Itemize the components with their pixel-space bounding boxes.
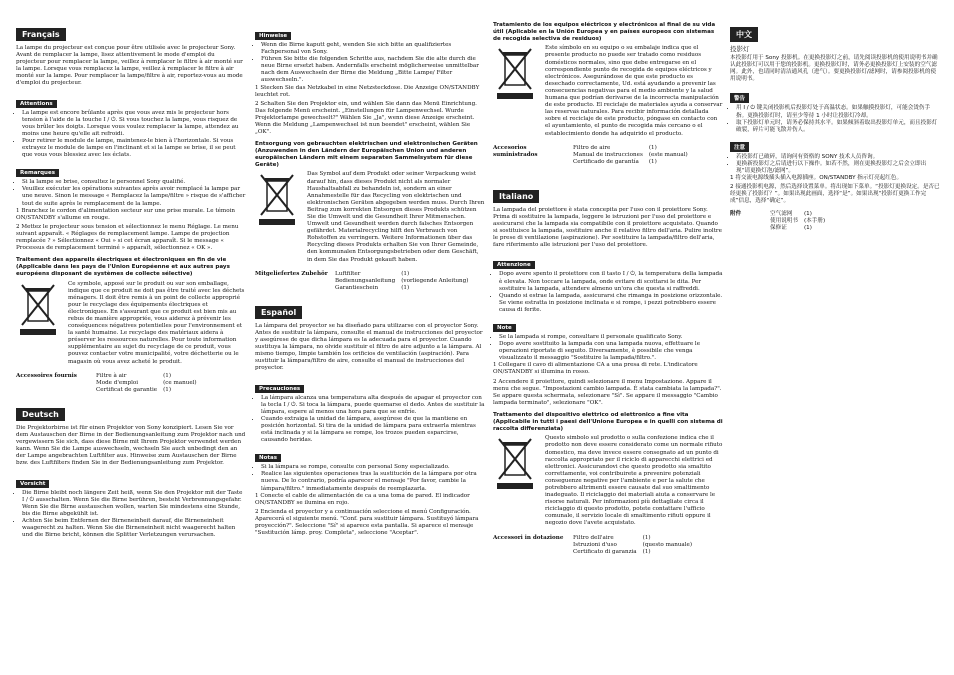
accessory-qty: (1): [163, 372, 172, 379]
list-item: • Si la lámpara se rompe, consulte con personal Sony especializado.: [261, 464, 485, 471]
accessory-qty: (1): [642, 548, 651, 555]
accessories-label: 附件: [730, 210, 742, 217]
intro-zh: 本投影灯用于 Sony 投影机。在更换投影灯之前，请先阅读投影机的使用说明书并确认此投影灯可以用于您的投影机。更换投影灯时，请务必更换投影灯上安装的空气滤网。此外，也请同时清洁通风孔（进气）。要更换投影灯/滤网时，请参阅投影机的使用说明书。: [730, 55, 938, 83]
accessory-name: Filtre à air: [96, 372, 127, 379]
weee-text-it: Questo simbolo sul prodotto o sulla confezione indica che il prodotto non deve essere considerato come un normale rifiuto domestico, ma deve invece essere consegnato ad un punto di raccolta appropriato per il riciclo di apparecchi elettrici ed elettronici. Assicurandovi che questo prodotto sia smaltito correttamente, voi contribuirete a prevenire potenziali conseguenze negative per l'ambiente e per la salute che potrebbero altrimenti essere causate dal suo smaltimento inadeguato. Il riciclaggio dei materiali aiuta a conservare le risorse naturali. Per informazioni più dettagliate circa il riciclaggio di questo prodotto, potete contattare l'ufficio comunale, il servizio locale di smaltimento rifiuti oppure il negozio dove l'avete acquistato.: [545, 435, 723, 527]
step: 1 Conecte el cable de alimentación de ca a una toma de pared. El indicador ON/STANDBY se ilumina en rojo.: [255, 492, 470, 506]
note-list: [493, 334, 723, 362]
accessories-table: [335, 271, 474, 292]
section-title-attenzione: Attenzione: [493, 261, 535, 269]
section-title-attentions: Attentions: [16, 100, 57, 108]
crossed-bin-icon: [255, 171, 299, 227]
accessory-qty: (1): [803, 224, 812, 231]
precauciones-list: [255, 395, 485, 445]
accessories-table: [573, 145, 694, 166]
weee-block-it: [493, 435, 723, 529]
weee-title-es: Tratamiento de los equipos eléctricos y electrónicos al final de su vida útil (Aplicable en la Unión Europea y en países europeos con sistemas de recogida selectiva de residuos): [493, 22, 716, 42]
accessory-name: 空气滤网: [770, 210, 793, 217]
accessory-name: 保修证: [770, 224, 787, 231]
step: 2 Mettez le projecteur sous tension et sélectionnez le menu Réglage. Le menu suivant apparaît. « Réglages de remplacement lampe. Lampe de projection remplacée ? » Sélectionnez « Oui » si cet écran apparaît. Si le message « Processus de remplacement terminé » apparaît, sélectionnez « OK ».: [16, 223, 239, 252]
warning-list-zh: [730, 105, 940, 133]
notas-list: [255, 464, 485, 492]
heading-zh: 投影灯: [730, 45, 750, 53]
accessory-name: Bedienungsanleitung: [335, 277, 396, 284]
intro-es: La lámpara del proyector se ha diseñado para utilizarse con el proyector Sony. Antes de sustituir la lámpara, consulte el manual de instrucciones del proyector y asegúrese de que dicha lámpara es la adecuada para el proyector. Cuando sustituya la lámpara, no olvide sustituir el filtro de aire adjunto a la lámpara. Al mismo tiempo, limpie también los orificios de ventilación (aspiración). Para sustituir la lámpara/filtro de aire, consulte el manual de instrucciones del proyector.: [255, 322, 483, 372]
accessories-label: Accesorios suministrados: [493, 144, 538, 158]
accessory-qty: (questo manuale): [642, 541, 693, 548]
accessory-qty: (1): [642, 534, 651, 541]
accessory-name: Manual de instrucciones: [573, 151, 643, 158]
weee-title-de: Entsorgung von gebrauchten elektrischen und elektronischen Geräten (Anzuwenden in den Ländern der Europäischen Union und anderen europäischen Ländern mit einem separaten Sammelsystem für diese Geräte): [255, 141, 478, 168]
step: 1 Collegare il cavo di alimentazione CA a una presa di rete. L'indicatore ON/STANDBY si illumina in rosso.: [493, 362, 698, 376]
list-item: • Si la lampe se brise, consultez le personnel Sony qualifié.: [22, 179, 246, 186]
lang-header-es: Español: [255, 306, 302, 319]
weee-text-fr: Ce symbole, apposé sur le produit ou sur son emballage, indique que ce produit ne doit pas être traité avec les déchets ménagers. Il doit être remis à un point de collecte approprié pour le recyclage des équipements électriques et électroniques. En s'assurant que ce produit est bien mis au rebus de manière appropriée, vous aiderez à prévenir les conséquences négatives potentielles pour l'environnement et la santé humaine. Le recyclage des matériaux aidera à préserver les ressources naturelles. Pour toute information supplémentaire au sujet du recyclage de ce produit, vous pouvez contacter votre municipalité, votre déchetterie ou le magasin où vous avez acheté le produit.: [68, 280, 245, 365]
lang-header-fr: Français: [16, 28, 66, 41]
step: 2 接通投影机电源，然后选择设置菜单。将出现如下菜单。“投影灯更换设定。是否已经更换了投影灯？”。如果出现此画面，选择“是”。如果出现“投影灯更换工作完成”信息，选择“确定”。: [730, 184, 940, 205]
accessory-qty: (1): [648, 144, 657, 151]
accessories-label: Accessoires fournis: [16, 372, 77, 379]
weee-text-es: Este símbolo en su equipo o su embalaje indica que el presente producto no puede ser tratado como residuos domésticos normales, sino que debe entregarse en el correspondiente punto de recogida de equipos eléctricos y electrónicos. Asegurándose de que este producto es desechado correctamente, Ud. está ayudando a prevenir las consecuencias negativas para el medio ambiente y la salud humana que podrían derivarse de la incorrecta manipulación de este producto. El reciclaje de materiales ayuda a conservar las reservas naturales. Para recibir información detallada sobre el reciclaje de este producto, póngase en contacto con el ayuntamiento, el punto de recogida más cercano o el establecimiento donde ha adquirido el producto.: [545, 45, 723, 137]
step: 2 Schalten Sie den Projektor ein, und wählen Sie dann das Menü Einrichtung. Das folgende Menü erscheint. „Einstellungen für Lampenwechsel. Wurde Projektorlampe gewechselt?" Wählen Sie „Ja", wenn diese Anzeige erscheint. Wenn die Meldung „Lampenwechsel ist nun beendet" erscheint, wählen Sie „OK".: [255, 100, 477, 136]
list-item: • Achten Sie beim Entfernen der Birneneinheit darauf, die Birneneinheit waagerecht zu halten. Wenn Sie die Birneneinheit nicht waagerecht halten und die Birne bricht, können die Splitter Verletzungen verursachen.: [22, 518, 246, 539]
accessory-name: Istruzioni d'uso: [573, 541, 617, 548]
weee-block-es: [493, 45, 723, 139]
accessory-qty: (vorliegende Anleitung): [401, 277, 469, 284]
list-item: • La lampe est encore brûlante après que vous avez mis le projecteur hors tension à l'aide de la touche I / ⏻. Si vous touchez la lampe, vous risquez de vous brûler les doigts. Lorsque vous voulez remplacer la lampe, attendez au moins une heure qu'elle ait refroidi.: [22, 110, 246, 138]
step: 1 Stecken Sie das Netzkabel in eine Netzsteckdose. Die Anzeige ON/STANDBY leuchtet rot.: [255, 84, 480, 98]
accessory-name: Filtro dell'aire: [573, 534, 614, 541]
list-item: • Pour retirer le module de lampe, maintenez-le bien à l'horizontale. Si vous extrayez le module de lampe en l'inclinant et si la lampe se brise, il se peut que vous vous blessiez avec les éclats.: [22, 138, 246, 159]
intro-de: Die Projektorbirne ist für einen Projektor von Sony konzipiert. Lesen Sie vor dem Austauschen der Birne in der Bedienungsanleitung zum Projektor nach und vergewissern Sie sich, dass diese Birne mit Ihrem Projektor verwendet werden kann. Wenn Sie die Lampe auswechseln, wechseln Sie auch unbedingt den an der Lampe angebrachten Luftfilter aus. Hinweise zum Austauschen der Birne bzw. des Luftfilters finden Sie in der Bedienungsanleitung zum Projektor.: [16, 424, 246, 467]
accessory-name: Certificato di garanzia: [573, 548, 637, 555]
list-item: • Veuillez exécuter les opérations suivantes après avoir remplacé la lampe par une neuve. Sinon le message « Remplacez la lampe/filtre » risque de s'afficher tout de suite après le remplacement de la lampe.: [22, 186, 246, 207]
list-item: • Quando si estrae la lampada, assicurarsi che rimanga in posizione orizzontale. Se viene estratta in posizione inclinata e si rompe, i pezzi potrebbero essere causa di ferite.: [499, 293, 723, 314]
section-title-note-zh: 注意: [730, 142, 749, 152]
section-title-note: Note: [493, 324, 516, 332]
column-3: [493, 22, 723, 556]
list-item: • 若投影灯已破碎，请询问有资格的 SONY 技术人员咨询。: [736, 154, 940, 161]
accessory-qty: (1): [401, 284, 410, 291]
accessory-name: Certificado de garantía: [573, 158, 639, 165]
intro-fr: La lampe du projecteur est conçue pour être utilisée avec le projecteur Sony. Avant de remplacer la lampe, lisez attentivement le mode d'emploi du projecteur pour remplacer la lampe, veillez à remplacer le filtre à air monté sur la lampe. Lorsque vous remplacez la lampe, veillez à remplacer le filtre à air monté sur la lampe. Pour remplacer la lampe/filtre à air, reportez-vous au mode d'emploi du projecteur.: [16, 45, 243, 87]
accessory-qty: (1): [648, 158, 657, 165]
accessories-table: [573, 535, 698, 556]
weee-block-fr: [16, 281, 246, 368]
list-item: • 更换新投影灯之后请进行以下操作。如若不然，则在更换投影灯之后会立即出现“请更换灯泡/滤网”。: [736, 161, 940, 175]
remarques-list: [16, 179, 246, 207]
accessories-table: [96, 373, 203, 394]
accessory-name: Luftfilter: [335, 270, 361, 277]
section-title-vorsicht: Vorsicht: [16, 480, 49, 488]
accessory-name: 使用说明书: [770, 217, 798, 224]
section-title-remarques: Remarques: [16, 169, 59, 177]
accessory-name: Certificat de garantie: [96, 386, 158, 393]
lang-header-it: Italiano: [493, 190, 539, 203]
section-title-precauciones: Precauciones: [255, 385, 304, 393]
crossed-bin-icon: [493, 435, 537, 491]
vorsicht-list: [16, 490, 246, 540]
column-1: [16, 22, 246, 539]
column-2: [255, 22, 485, 539]
list-item: • Dopo avere sostituito la lampada con una lampada nuova, effettuare le operazioni riportate di seguito. Diversamente, è possibile che venga visualizzato il messaggio "Sostituire la lampada/filtro.".: [499, 341, 723, 362]
accessories-zh: [730, 211, 940, 232]
accessory-name: Mode d'emploi: [96, 379, 139, 386]
step: 2 Accendere il proiettore, quindi selezionare il menu Impostazione. Appare il menu che segue. "Impostazioni cambio lampada. È stata cambiata la lampada?". Se appare questa schermata, selezionare "Sì". Se appare il messaggio "Cambio lampada terminato", selezionare "OK".: [493, 378, 722, 406]
attenzione-list: [493, 271, 723, 314]
accessories-label: Mitgeliefertes Zubehör: [255, 270, 328, 277]
accessories-it: [493, 535, 723, 556]
list-item: • Wenn die Birne kaputt geht, wenden Sie sich bitte an qualifiziertes Fachpersonal von Sony.: [261, 42, 485, 56]
lang-header-de: Deutsch: [16, 408, 65, 421]
list-item: • Dopo avere spento il proiettore con il tasto I / ⏻, la temperatura della lampada è elevata. Non toccare la lampada, onde evitare di scottarsi le dita. Per sostituire la lampada, attendere almeno un'ora che questa si raffreddi.: [499, 271, 723, 292]
list-item: • Realice las siguientes operaciones tras la sustitución de la lámpara por otra nueva. De lo contrario, podría aparecer el mensaje "Por favor, cambie la lámpara/filtro." inmediatamente después de reemplazarla.: [261, 471, 485, 492]
accessories-label: Accessori in dotazione: [493, 534, 564, 541]
weee-block-de: [255, 171, 485, 265]
weee-title-it: Trattamento del dispositivo elettrico od elettronico a fine vita (Applicabile in tutti i paesi dell'Unione Europea e in quelli con sistema di raccolta differenziata): [493, 411, 723, 432]
accessory-qty: (1): [803, 210, 812, 217]
list-item: • Führen Sie bitte die folgenden Schritte aus, nachdem Sie die alte durch die neue Birne ersetzt haben. Andernfalls erscheint möglicherweise unmittelbar nach dem Auswechseln der Birne die Meldung „Bitte Lampe/ Filter auswechseln.".: [261, 56, 485, 84]
accessory-qty: (este manual): [648, 151, 688, 158]
list-item: • La lámpara alcanza una temperatura alta después de apagar el proyector con la tecla I / ⏻. Si toca la lámpara, puede quemarse el dedo. Antes de sustituir la lámpara, espere al menos una hora para que se enfríe.: [261, 395, 485, 416]
section-title-notas: Notas: [255, 454, 281, 462]
weee-text-de: Das Symbol auf dem Produkt oder seiner Verpackung weist darauf hin, dass dieses Produkt nicht als normaler Haushaltsabfall zu behandeln ist, sondern an einer Annahmestelle für das Recycling von elektrischen und elektronischen Geräten abgegeben werden muss. Durch Ihren Beitrag zum korrekten Entsorgen dieses Produkts schützen Sie die Umwelt und die Gesundheit Ihrer Mitmenschen. Umwelt und Gesundheit werden durch falsches Entsorgen gefährdet. Materialrecycling hilft den Verbrauch von Rohstoffen zu verringern. Weitere Informationen über das Recycling dieses Produkts erhalten Sie von Ihrer Gemeinde, den kommunalen Entsorgungsbetrieben oder dem Geschäft, in dem Sie das Produkt gekauft haben.: [307, 171, 485, 263]
list-item: • Cuando extraiga la unidad de lámpara, asegúrese de que la mantiene en posición horizontal. Si tira de la unidad de lámpara para extraerla mientras está inclinada y si la lámpara se rompe, los trozos pueden esparcirse, causando heridas.: [261, 416, 485, 444]
accessory-name: Filtro de aire: [573, 144, 611, 151]
list-item: • Se la lampada si rompe, consultare il personale qualificato Sony.: [499, 334, 723, 341]
accessories-table: [770, 211, 831, 232]
weee-title-fr: Traitement des appareils électriques et électroniques en fin de vie (Applicable dans les pays de l'Union Européenne et aux autres pays européens disposant de systèmes de collecte sélective): [16, 257, 230, 277]
hinweise-list: [255, 42, 485, 85]
crossed-bin-icon: [493, 45, 537, 101]
list-item: • 取下投影灯单元时，请务必保持其水平。如果倾斜着取出投影灯单元，而且投影灯破裂，碎片可能飞散并伤人。: [736, 120, 940, 134]
attentions-list: [16, 110, 246, 160]
accessory-qty: (本手册): [803, 217, 826, 224]
step: 1 将交流电源线插头插入电源插座。ON/STANDBY 指示灯亮起红色。: [730, 175, 903, 182]
crossed-bin-icon: [16, 281, 60, 337]
list-item: • 用 I / ⏻ 键关闭投影机后投影灯处于高温状态。如果触摸投影灯，可能会烫伤手指。更换投影灯时，请至少等待 1 小时让投影灯冷却。: [736, 105, 940, 119]
accessories-fr: [16, 373, 246, 394]
list-item: • Die Birne bleibt noch längere Zeit heiß, wenn Sie den Projektor mit der Taste I / ⏻ ausschalten. Wenn Sie die Birne berühren, besteht Verbrennungsgefahr. Wenn Sie die Birne austauschen wollen, warten Sie mindestens eine Stunde, bis die Birne abgekühlt ist.: [22, 490, 246, 518]
accessories-de: [255, 271, 485, 292]
step: 2 Encienda el proyector y a continuación seleccione el menú Configuración. Aparecerá el siguiente menú. "Conf. para sustituir lámpara. Sustituyó lámpara proyección?". Seleccione "Sí" si aparece esta pantalla. Si aparece el mensaje "Sustitución lámp. proy. Completa", seleccione "Aceptar".: [255, 508, 479, 537]
accessory-name: Garantieschein: [335, 284, 379, 291]
column-4: [730, 22, 940, 232]
accessory-qty: (1): [163, 386, 172, 393]
section-title-warning-zh: 警告: [730, 93, 749, 103]
intro-it: La lampada del proiettore è stata concepita per l'uso con il proiettore Sony. Prima di sostituire la lampada, leggere le istruzioni per l'uso del proiettore e assicurarsi che la lampada sia compatibile con il proiettore acquistato. Quando si sostituisce la lampada, sostituire anche il relativo filtro dell'aria. Pulire inoltre le prese di ventilazione (aspirazione). Per sostituire la lampada/filtro dell'aria, fare riferimento alle istruzioni per l'uso del proiettore.: [493, 206, 722, 249]
note-list-zh: [730, 154, 940, 175]
step: 1 Branchez le cordon d'alimentation secteur sur une prise murale. Le témoin ON/STANDBY s'allume en rouge.: [16, 207, 235, 221]
accessory-qty: (ce manuel): [163, 379, 197, 386]
accessory-qty: (1): [401, 270, 410, 277]
accessories-es: [493, 145, 723, 166]
section-title-hinweise: Hinweise: [255, 32, 291, 40]
lang-header-zh: 中文: [730, 27, 758, 42]
